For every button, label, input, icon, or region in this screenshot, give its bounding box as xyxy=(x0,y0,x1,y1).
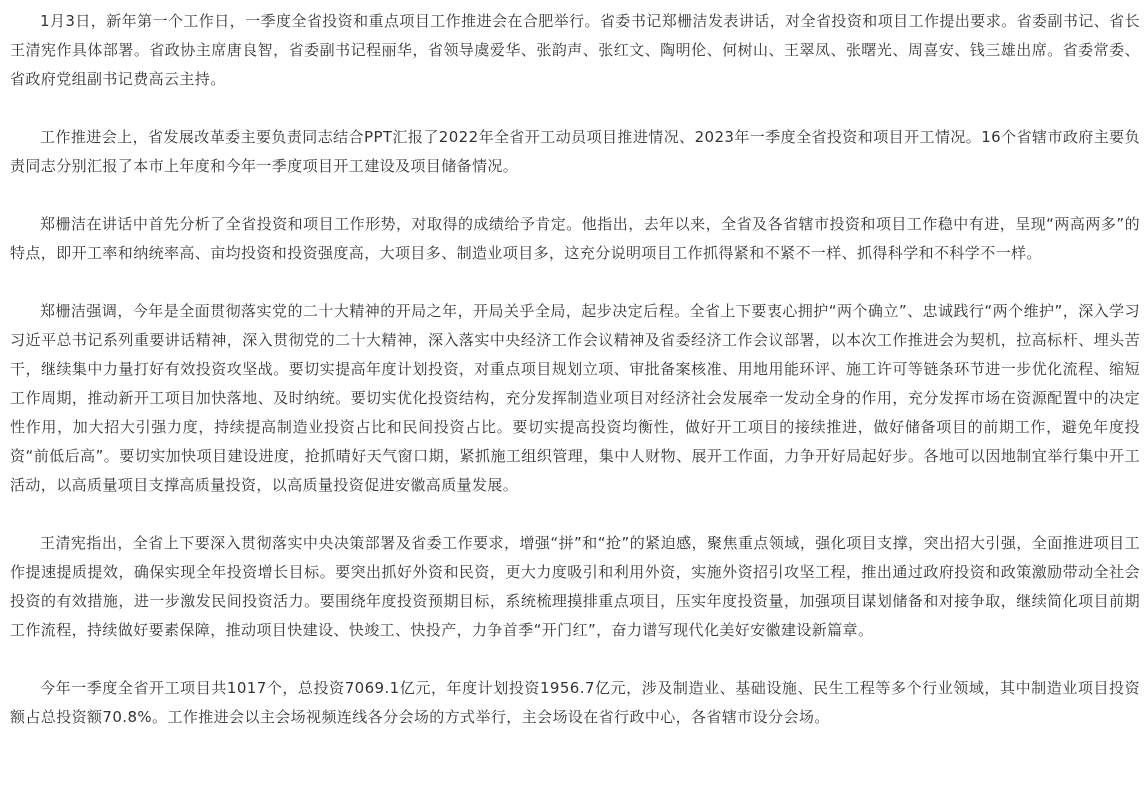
paragraph-statistics: 今年一季度全省开工项目共1017个，总投资7069.1亿元，年度计划投资1956.7亿元，涉及制造业、基础设施、民生工程等多个行业领域，其中制造业项目投资额占总投资额70.8%。工作推进会以主会场视频连线各分会场的方式举行，主会场设在省行政中心，各省辖市设分会场。 xyxy=(10,679,1140,726)
article-body xyxy=(10,7,1140,732)
paragraph-opening: 1月3日，新年第一个工作日，一季度全省投资和重点项目工作推进会在合肥举行。省委书记郑栅洁发表讲话，对全省投资和项目工作提出要求。省委副书记、省长王清宪作具体部署。省政协主席唐良智，省委副书记程丽华，省领导虞爱华、张韵声、张红文、陶明伦、何树山、王翠凤、张曙光、周喜安、钱三雄出席。省委常委、省政府党组副书记费高云主持。 xyxy=(10,12,1140,88)
paragraph-emphasis: 郑栅洁强调，今年是全面贯彻落实党的二十大精神的开局之年，开局关乎全局，起步决定后程。全省上下要衷心拥护“两个确立”、忠诚践行“两个维护”，深入学习习近平总书记系列重要讲话精神，深入贯彻党的二十大精神，深入落实中央经济工作会议精神及省委经济工作会议部署，以本次工作推进会为契机，拉高标杆、埋头苦干，继续集中力量打好有效投资攻坚战。要切实提高年度计划投资，对重点项目规划立项、审批备案核准、用地用能环评、施工许可等链条环节进一步优化流程、缩短工作周期，推动新开工项目加快落地、及时纳统。要切实优化投资结构，充分发挥制造业项目对经济社会发展牵一发动全身的作用，充分发挥市场在资源配置中的决定性作用，加大招大引强力度，持续提高制造业投资占比和民间投资占比。要切实提高投资均衡性，做好开工项目的接续推进，做好储备项目的前期工作，避免年度投资“前低后高”。要切实加快项目建设进度，抢抓晴好天气窗口期，紧抓施工组织管理，集中人财物、展开工作面，力争开好局起好步。各地可以因地制宜举行集中开工活动，以高质量项目支撑高质量投资，以高质量投资促进安徽高质量发展。 xyxy=(10,302,1140,494)
paragraph-deployment: 王清宪指出，全省上下要深入贯彻落实中央决策部署及省委工作要求，增强“拼”和“抢”的紧迫感，聚焦重点领域，强化项目支撑，突出招大引强，全面推进项目工作提速提质提效，确保实现全年投资增长目标。要突出抓好外资和民资，更大力度吸引和利用外资，实施外资招引攻坚工程，推出通过政府投资和政策激励带动全社会投资的有效措施，进一步激发民间投资活力。要围绕年度投资预期目标，系统梳理摸排重点项目，压实年度投资量，加强项目谋划储备和对接争取，继续简化项目前期工作流程，持续做好要素保障，推动项目快建设、快竣工、快投产，力争首季“开门红”，奋力谱写现代化美好安徽建设新篇章。 xyxy=(10,534,1140,639)
paragraph-reports: 工作推进会上，省发展改革委主要负责同志结合PPT汇报了2022年全省开工动员项目推进情况、2023年一季度全省投资和项目开工情况。16个省辖市政府主要负责同志分别汇报了本市上年度和今年一季度项目开工建设及项目储备情况。 xyxy=(10,128,1140,175)
paragraph-assessment: 郑栅洁在讲话中首先分析了全省投资和项目工作形势，对取得的成绩给予肯定。他指出，去年以来，全省及各省辖市投资和项目工作稳中有进，呈现“两高两多”的特点，即开工率和纳统率高、亩均投资和投资强度高，大项目多、制造业项目多，这充分说明项目工作抓得紧和不紧不一样、抓得科学和不科学不一样。 xyxy=(10,215,1140,262)
